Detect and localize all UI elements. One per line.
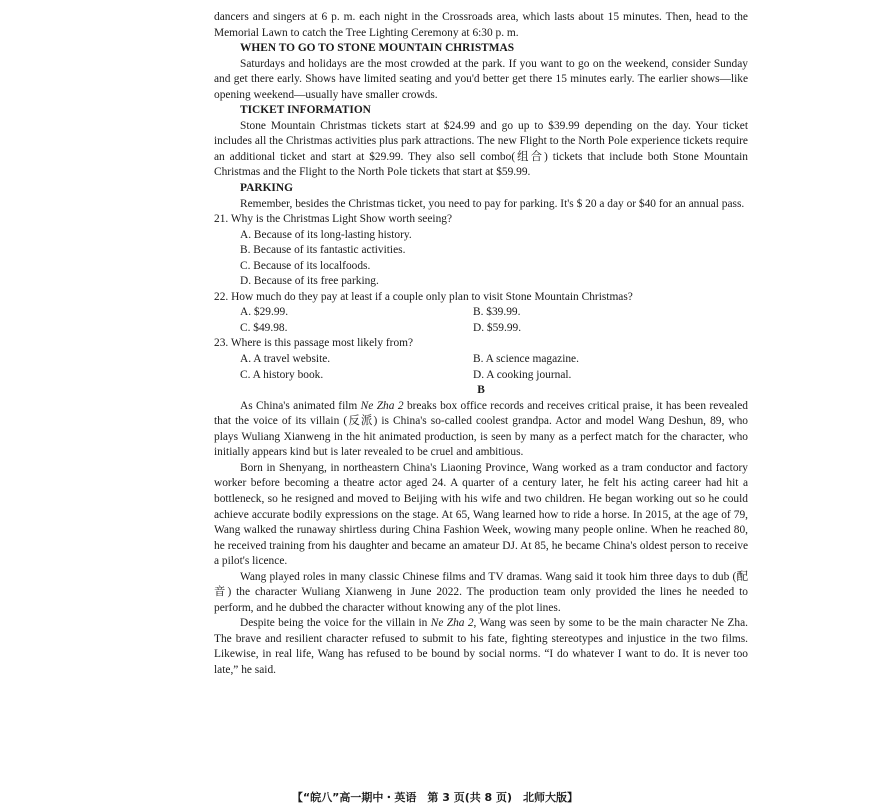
option-c: C. $49.98. [240, 321, 288, 334]
option-c: C. A history book. [240, 368, 324, 381]
question-stem: 23. Where is this passage most likely from? [214, 337, 414, 350]
text-run: breaks box office records and receives critical praise, it has been revealed that the voice of its villain (反派) is China's so-called coolest grandpa. Actor and model Wang Deshun, 89, who plays Wuliang Xianweng in the hit animated production, is seen by many as a perfect match for the character, who initially appears kind but is later revealed to be cruel and ambitious. [214, 399, 748, 459]
option-c: C. Because of its localfoods. [240, 259, 371, 272]
option-a: A. Because of its long-lasting history. [240, 228, 412, 241]
passage-b-paragraph-3: Wang played roles in many classic Chinese films and TV dramas. Wang said it took him three days to dub (配音) the character Wuliang Xianweng in June 2022. The production team only provided the lines he needed to perform, and he dubbed the character without knowing any of the plot lines. [214, 570, 748, 614]
film-title: Ne Zha 2 [430, 617, 474, 630]
question-23 [214, 336, 748, 383]
question-22 [214, 290, 748, 337]
option-b: B. $39.99. [473, 306, 521, 319]
when-paragraph: Saturdays and holidays are the most crowded at the park. If you want to go on the weekend, consider Sunday and get there early. Shows have limited seating and you'd better get there 15 minutes early. The earlier shows—like opening weekend—usually have smaller crowds. [214, 57, 748, 101]
film-title: Ne Zha 2 [360, 399, 404, 412]
passage-b-paragraph-4 [214, 616, 748, 678]
section-b-label: B [477, 384, 485, 397]
section-heading-when: WHEN TO GO TO STONE MOUNTAIN CHRISTMAS [240, 42, 515, 55]
option-d: D. $59.99. [473, 321, 522, 334]
section-heading-ticket: TICKET INFORMATION [240, 104, 371, 117]
exam-page [214, 10, 748, 679]
option-a: A. $29.99. [240, 306, 289, 319]
question-21 [214, 212, 748, 290]
option-b: B. Because of its fantastic activities. [240, 244, 406, 257]
question-stem: 22. How much do they pay at least if a couple only plan to visit Stone Mountain Christmas? [214, 290, 633, 303]
option-b: B. A science magazine. [473, 353, 579, 366]
ticket-paragraph: Stone Mountain Christmas tickets start at $24.99 and go up to $39.99 depending on the day. Your ticket includes all the Christmas activities plus park attractions. The new Flight to the North Pole experience tickets require an additional ticket and start at $29.99. They also sell combo(组合) tickets that include both Stone Mountain Christmas and the Flight to the North Pole tickets that start at $59.99. [214, 119, 748, 179]
option-d: D. Because of its free parking. [240, 275, 379, 288]
passage-b-paragraph-1 [214, 399, 748, 461]
option-a: A. A travel website. [240, 353, 331, 366]
option-d: D. A cooking journal. [473, 368, 572, 381]
intro-paragraph: dancers and singers at 6 p. m. each night in the Crossroads area, which lasts about 15 minutes. Then, head to the Memorial Lawn to catch the Tree Lighting Ceremony at 6:30 p. m. [214, 11, 748, 39]
page-footer: 【“皖八”高一期中・英语 第 3 页(共 8 页) 北师大版】 [291, 791, 579, 804]
question-stem: 21. Why is the Christmas Light Show worth seeing? [214, 213, 453, 226]
text-run: , Wang was seen by some to be the main character Ne Zha. The brave and resilient character refused to submit to his fate, fighting stereotypes and injustice in the two films. Likewise, in real life, Wang has refused to be bound by social norms. “I do whatever I want to do. It is never too late,” he said. [214, 617, 748, 676]
section-heading-parking: PARKING [240, 182, 293, 195]
text-run: Despite being the voice for the villain in [240, 617, 431, 630]
passage-b-paragraph-2: Born in Shenyang, in northeastern China's Liaoning Province, Wang worked as a tram conductor and factory worker before becoming a theatre actor aged 24. A quarter of a century later, he felt his acting career had hit a bottleneck, so he resigned and moved to Beijing with his wife and two children. He began working out so he could achieve accurate bodily expressions on the stage. At 65, Wang learned how to ride a horse. In 2015, at the age of 79, Wang walked the runaway shirtless during China Fashion Week, wowing many people online. When he reached 80, he received training from his daughter and became an amateur DJ. At 85, he became China's oldest person to receive a pilot's licence. [214, 461, 748, 568]
parking-paragraph: Remember, besides the Christmas ticket, you need to pay for parking. It's $ 20 a day or $40 for an annual pass. [240, 197, 745, 210]
text-run: As China's animated film [240, 399, 361, 412]
